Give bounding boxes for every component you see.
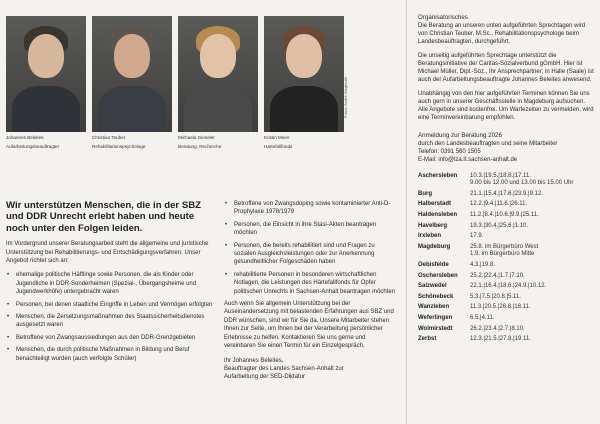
signature-line: Aufarbeitung der SED-Diktatur [224,374,306,381]
middle-column [224,200,396,382]
target-group-list [6,271,216,363]
staff-role: Beratung, Recherche [178,143,222,149]
schedule-dates: 19.3.|30.4.|25.6.|1.10. [470,222,529,229]
schedule-row [418,201,596,212]
schedule-row [418,283,596,294]
list-item: • Menschen, die Zersetzungsmaßnahmen des Staatssicherheitsdienstes ausgesetzt waren [6,313,216,330]
staff-card [92,16,172,149]
staff-photo [6,16,86,132]
schedule-location: Zerbst [418,336,437,343]
photo-body-shape [184,86,252,132]
intro-paragraph: Im Vordergrund unserer Beratungsarbeit steht die allgemeine und juristische Unterstützung bei Rehabilitierungs- und Entschädigungsverfahren. Unser Angebot richtet sich an: [6,241,209,265]
staff-role: Härtefallfonds [264,143,293,149]
schedule-location: Burg [418,190,432,197]
schedule-dates: 22.1.|16.4.|18.6.|24.9.|10.12. [470,283,547,290]
photo-credit: Fotos: André Wagenzik [343,76,348,118]
photo-head-shape [286,34,322,78]
schedule-location: Aschersleben [418,172,458,179]
organisational-column [418,14,596,347]
schedule-dates: 12.3.|21.5.|27.8.|19.11. [470,336,531,343]
schedule-row [418,315,596,326]
staff-role: Aufarbeitungsbeauftragter [6,143,60,149]
schedule-location: Wanzleben [418,304,450,311]
support-paragraph: Auch wenn Sie allgemein Unterstützung bei der Auseinandersetzung mit belastenden Erfahrungen aus SBZ und DDR wünschen, sind wir für Sie da. Unsere Mitarbeiter stehen Ihnen zur Seite, um Ihnen bei der Verarbeitung persönlicher Erlebnisse zu helfen. Kontaktieren Sie uns gerne und vereinbaren Sie einen Termin für ein Einzelgespräch. [224,301,394,350]
staff-role: Rehabilitationspsychologe [92,143,146,149]
staff-name: Kristin Meier [264,135,290,140]
schedule-dates: 25.2.|22.4.|1.7.|7.10. [470,272,525,279]
target-group-list-continued [224,200,396,296]
section-heading: Organisatorisches [418,14,468,21]
schedule-row [418,212,596,223]
schedule-dates: 21.1.|15.4.|17.6.|23.9.|9.12. [470,190,543,197]
schedule-dates: 11.2.|8.4.|10.6.|9.9.|25.11. [470,211,539,218]
staff-photos [6,16,346,166]
photo-head-shape [200,34,236,78]
main-headline: Wir unterstützen Menschen, die in der SBZ und DDR Unrecht erlebt haben und heute noch unter den Folgen leiden. [6,200,202,234]
schedule-row [418,244,596,262]
signature-line: Beauftragter des Landes Sachsen-Anhalt zur [224,365,344,372]
registration-contact [418,140,596,165]
schedule-location: Wolmirstedt [418,325,453,332]
intro-column [6,200,216,367]
schedule-row [418,294,596,305]
list-item: • Betroffene von Zwangsaussiedlungen aus den DDR-Grenzgebieten [6,334,216,342]
registration-title: Anmeldung zur Beratung 2026 [418,132,502,139]
info-paragraph: Die unseitig aufgeführten Sprechtage unterstützt die Beratungsinitiative der Caritas-Sozialverbund gGmbH. Hier ist Michael Müller, Dipl.-Soz., Ihr Ansprechpartner; in Halle (Saale) ist auch der Aufarbeitungsbeauftragte Johannes Beleites anwesend. [418,53,594,83]
staff-name: Christian Teuber [92,135,126,140]
list-item: • Personen, bei denen staatliche Eingriffe in Leben und Vermögen erfolgten [6,301,216,309]
list-item: • ehemalige politische Häftlinge sowie Personen, die als Kinder oder Jugendliche in DDR-Sonderheimen (Spezial-, Übergangsheime und Jugendwerkhöfe) untergebracht waren [6,271,216,296]
info-paragraph: Unabhängig von den hier aufgeführten Terminen können Sie uns auch gern in unserer Geschäftsstelle in Magdeburg aufsuchen. Alle Angebote sind kostenfrei. Um Wartezeiten zu vermeiden, wird eine Terminvereinbarung empfohlen. [418,91,594,121]
schedule-dates: 25.8. im Bürgerbüro West 1.9. im Bürgerbüro Mitte [470,243,539,258]
info-paragraph: Die Beratung an unseren unten aufgeführten Sprechtagen wird von Christian Teuber, M.Sc., Rehabilitationspsychologe beim Landesbeauftragten, durchgeführt. [418,23,586,45]
schedule-row [418,173,596,191]
schedule-row [418,233,596,244]
signature [224,357,396,382]
schedule-location: Havelberg [418,222,448,229]
list-item: • rehabilitierte Personen in besonderen wirtschaftlichen Notlagen, die Leistungen des Härtefallfonds für Opfer politischen Unrechts in Sachsen-Anhalt beantragen möchten [224,271,396,296]
schedule-dates: 10.3.|19.5.|18.8.|17.11. 9.00 bis 12.00 und 13.00 bis 15.00 Uhr [470,172,574,187]
page-fold [406,0,407,424]
staff-photo [92,16,172,132]
list-item: • Personen, die Einsicht in ihre Stasi-Akten beantragen möchten [224,221,396,238]
schedule-location: Weferlingen [418,314,453,321]
staff-photo [264,16,344,132]
photo-body-shape [270,86,338,132]
phone-number: Telefon: 0391 560 1505 [418,149,481,156]
schedule-row [418,262,596,273]
schedule-location: Halberstadt [418,201,452,208]
staff-card [6,16,86,149]
schedule-row [418,273,596,284]
schedule-dates: 6.5.|4.11. [470,314,495,321]
schedule-location: Haldensleben [418,211,458,218]
staff-photo [178,16,258,132]
schedule-location: Oschersleben [418,272,458,279]
schedule-row [418,336,596,347]
schedule-location: Magdeburg [418,243,451,250]
registration-line: durch den Landesbeauftragten und seine Mitarbeiter [418,141,558,147]
schedule-dates: 17.9. [470,233,484,240]
schedule-location: Oebisfelde [418,261,449,268]
photo-body-shape [12,86,80,132]
schedule-dates: 26.2.|23.4.|2.7.|8.10. [470,325,525,332]
schedule-row [418,191,596,202]
schedule-dates: 5.3.|7.5.|20.8.|5.11. [470,293,521,300]
schedule-location: Salzwedel [418,283,447,290]
list-item: • Betroffene von Zwangsdoping sowie kontaminierter Anti-D-Prophylaxe 1978/1979 [224,200,396,217]
schedule-row [418,326,596,337]
staff-card [178,16,258,149]
schedule-row [418,223,596,234]
list-item: • Menschen, die durch politische Maßnahmen in Bildung und Beruf benachteiligt wurden (auch verfolgte Schüler) [6,346,216,363]
photo-body-shape [98,86,166,132]
schedule-dates: 12.2.|9.4.|11.6.|26.11. [470,201,528,208]
staff-name: Johannes Beleites [6,135,44,140]
schedule-location: Irxleben [418,233,442,240]
schedule-dates: 4.3.|19.8. [470,261,495,268]
schedule-location: Schönebeck [418,293,454,300]
photo-head-shape [28,34,64,78]
staff-card [264,16,344,149]
email-address: E-Mail: info@lza.lt.sachsen-anhalt.de [418,157,518,164]
list-item: • Personen, die bereits rehabilitiert sind und Fragen zu sozialen Ausgleichsleistungen oder zur Anerkennung gesundheitlicher Folgeschäden haben [224,242,396,267]
schedule-row [418,304,596,315]
signature-line: Ihr Johannes Beleites, [224,357,284,364]
schedule-dates: 11.3.|20.5.|26.8.|18.11. [470,304,531,311]
staff-name: Michaela Gieseler [178,135,215,140]
consultation-schedule [418,173,596,347]
photo-head-shape [114,34,150,78]
